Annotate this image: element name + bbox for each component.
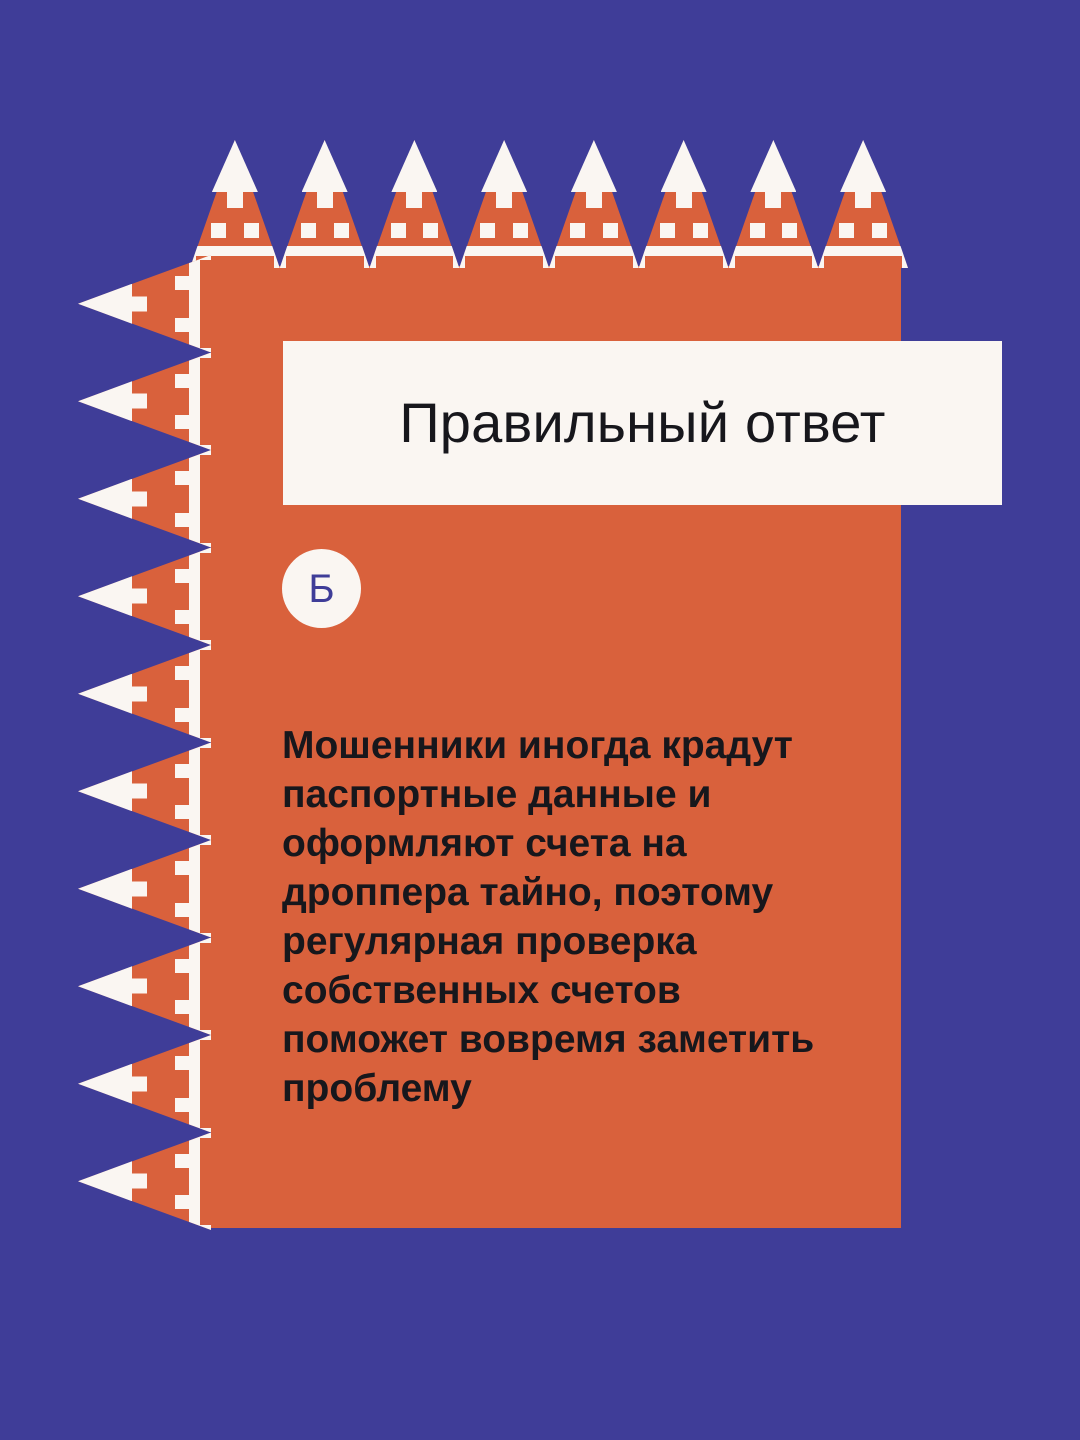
bunting-triangle-icon bbox=[78, 353, 211, 451]
bunting-triangle-icon bbox=[78, 1035, 211, 1133]
bunting-triangle-icon bbox=[729, 140, 819, 268]
bunting-triangle-icon bbox=[78, 450, 211, 548]
bunting-triangle-icon bbox=[639, 140, 729, 268]
bunting-triangle-icon bbox=[78, 255, 211, 353]
answer-letter: Б bbox=[308, 566, 335, 611]
answer-letter-badge bbox=[282, 549, 361, 628]
bunting-triangle-icon bbox=[78, 1133, 211, 1231]
bunting-triangle-icon bbox=[818, 140, 908, 268]
bunting-triangle-icon bbox=[78, 840, 211, 938]
answer-explanation-text: Мошенники иногда крадут паспортные данные и оформляют счета на дроппера тайно, поэтому регулярная проверка собственных счетов поможет вовремя заметить проблему bbox=[282, 724, 815, 1110]
bunting-triangle-icon bbox=[78, 938, 211, 1036]
title-plate bbox=[283, 341, 1002, 505]
page-title: Правильный ответ bbox=[399, 391, 886, 454]
bunting-triangle-icon bbox=[280, 140, 370, 268]
bunting-triangle-icon bbox=[370, 140, 460, 268]
bunting-triangle-icon bbox=[78, 548, 211, 646]
triangle-bunting-top bbox=[190, 140, 908, 268]
triangle-bunting-left bbox=[78, 255, 211, 1230]
bunting-triangle-icon bbox=[459, 140, 549, 268]
bunting-triangle-icon bbox=[78, 743, 211, 841]
bunting-triangle-icon bbox=[78, 645, 211, 743]
bunting-triangle-icon bbox=[190, 140, 280, 268]
bunting-triangle-icon bbox=[549, 140, 639, 268]
